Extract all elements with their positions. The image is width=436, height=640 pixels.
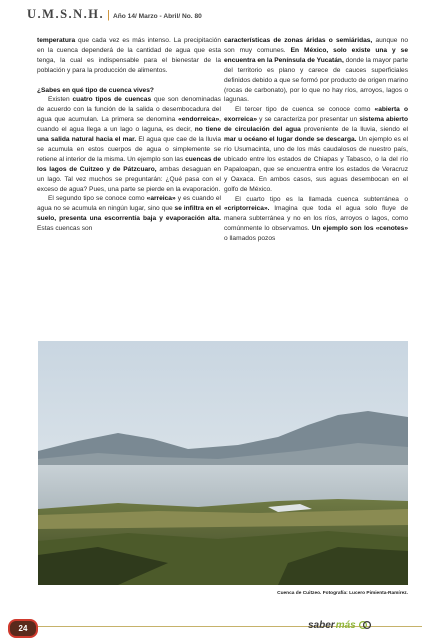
bold-text-run: «abierta o exorreica»	[224, 106, 409, 124]
bold-text-run: mar u océano el lugar donde se descarga.	[224, 136, 357, 144]
bold-text-run: «endorreica»	[178, 116, 220, 124]
page-number: 24	[8, 619, 38, 638]
text-run: que son denominadas de acuerdo con la función de la salida o desembocadura del agua que acumulan. La primera se denomina	[37, 96, 221, 124]
text-run: El tercer tipo de cuenca se conoce como	[235, 106, 375, 114]
header-separator: |	[107, 9, 111, 21]
text-run: y se caracteriza por presentar un	[257, 116, 360, 124]
photo-caption: Cuenca de Cuitzeo. Fotografía: Lucero Pimienta-Ramírez.	[277, 591, 408, 596]
logo-text-mas: más	[335, 619, 356, 631]
text-run: Imagina que toda el agua solo fluye de manera subterránea y no en los ríos, arroyos o lagos, como comúnmente lo observamos.	[224, 205, 408, 233]
text-run: ambas desaguan en un lago. Tal vez muchos se preguntarán: ¿Qué pasa con el exceso de agua? Pues, una parte se pierde en la evaporación.	[37, 165, 221, 193]
logo-mark-icon	[359, 619, 371, 631]
text-run: Estas cuencas son	[37, 225, 93, 233]
paragraph	[224, 195, 408, 245]
text-run: donde la mayor parte del territorio es plano y carece de cauces superficiales definidos debido a que se formó por producto de origen marino (rocas de carbonato), por lo que no hay ríos, arroyos, lagos o lagunas.	[224, 56, 409, 104]
bold-text-run: En México, solo existe una y se encuentra en la Península de Yucatán,	[224, 46, 409, 64]
bold-text-run: «criptorreica».	[224, 205, 270, 213]
paragraph	[37, 194, 221, 234]
bold-text-run: temperatura	[37, 37, 76, 44]
text-run: aunque no son muy comunes.	[224, 37, 408, 54]
text-run: El agua que cae de la lluvia se acumula en estos cuerpos de agua o simplemente se retiene al interior de la misma. Un ejemplo son las	[37, 136, 222, 163]
right-column	[224, 36, 408, 244]
issue-info: Año 14/ Marzo - Abril/ No. 80	[113, 13, 202, 20]
bold-text-run: no tiene una salida natural hacia el mar.	[37, 126, 222, 144]
lake-cuitzeo-photo	[38, 341, 408, 585]
running-header	[27, 7, 417, 23]
logo-text-saber: saber	[308, 619, 335, 631]
text-run: Existen	[48, 96, 73, 104]
paragraph	[224, 36, 408, 105]
sabermas-logo	[308, 617, 371, 633]
journal-brand: U.M.S.N.H.	[27, 7, 105, 21]
landscape-photo-icon	[38, 341, 408, 585]
text-run: que cada vez es más intenso. La precipitación en la cuenca dependerá de la cantidad de agua que esta tenga, la cual es indispensable para el bienestar de la población y para la producción de alimentos.	[37, 37, 221, 74]
text-run: proveniente de la lluvia, siendo el	[300, 126, 409, 134]
text-run: El cuarto tipo es la llamada cuenca subterránea o	[235, 195, 408, 203]
left-column	[37, 36, 221, 234]
paragraph	[37, 95, 221, 194]
paragraph	[224, 105, 408, 194]
bold-text-run: características de zonas áridas o semiáridas,	[224, 37, 373, 44]
text-run: El segundo tipo se conoce como	[48, 195, 147, 203]
text-run: Un ejemplo es el río Usumacinta, uno de los más caudalosos de nuestro país, ubicado entre los estados de Chiapas y Tabasco, o la del río Papaloapan, que se encuentra entre los estados de Veracruz y Oaxaca. En ambos casos, sus aguas desembocan en el golfo de México.	[224, 136, 408, 193]
text-run: y es cuando el agua no se acumula en ningún lugar, sino que	[37, 195, 221, 213]
bold-text-run: Un ejemplo son los «cenotes»	[311, 225, 408, 233]
text-run: , cuando el agua llega a un lago o laguna, es decir,	[37, 116, 221, 134]
bold-text-run: cuencas de los lagos de Cuitzeo y de Pátzcuaro,	[37, 155, 221, 173]
bold-text-run: «arreica»	[146, 195, 176, 203]
section-heading: ¿Sabes en qué tipo de cuenca vives?	[37, 86, 154, 94]
bold-text-run: cuatro tipos de cuencas	[72, 96, 152, 104]
paragraph	[37, 36, 221, 76]
bold-text-run: sistema abierto de circulación del agua	[224, 116, 408, 134]
bold-text-run: se infiltra en el suelo, presenta una escorrentía baja y evaporación alta.	[37, 205, 221, 223]
text-run: o llamados pozos	[224, 235, 276, 243]
